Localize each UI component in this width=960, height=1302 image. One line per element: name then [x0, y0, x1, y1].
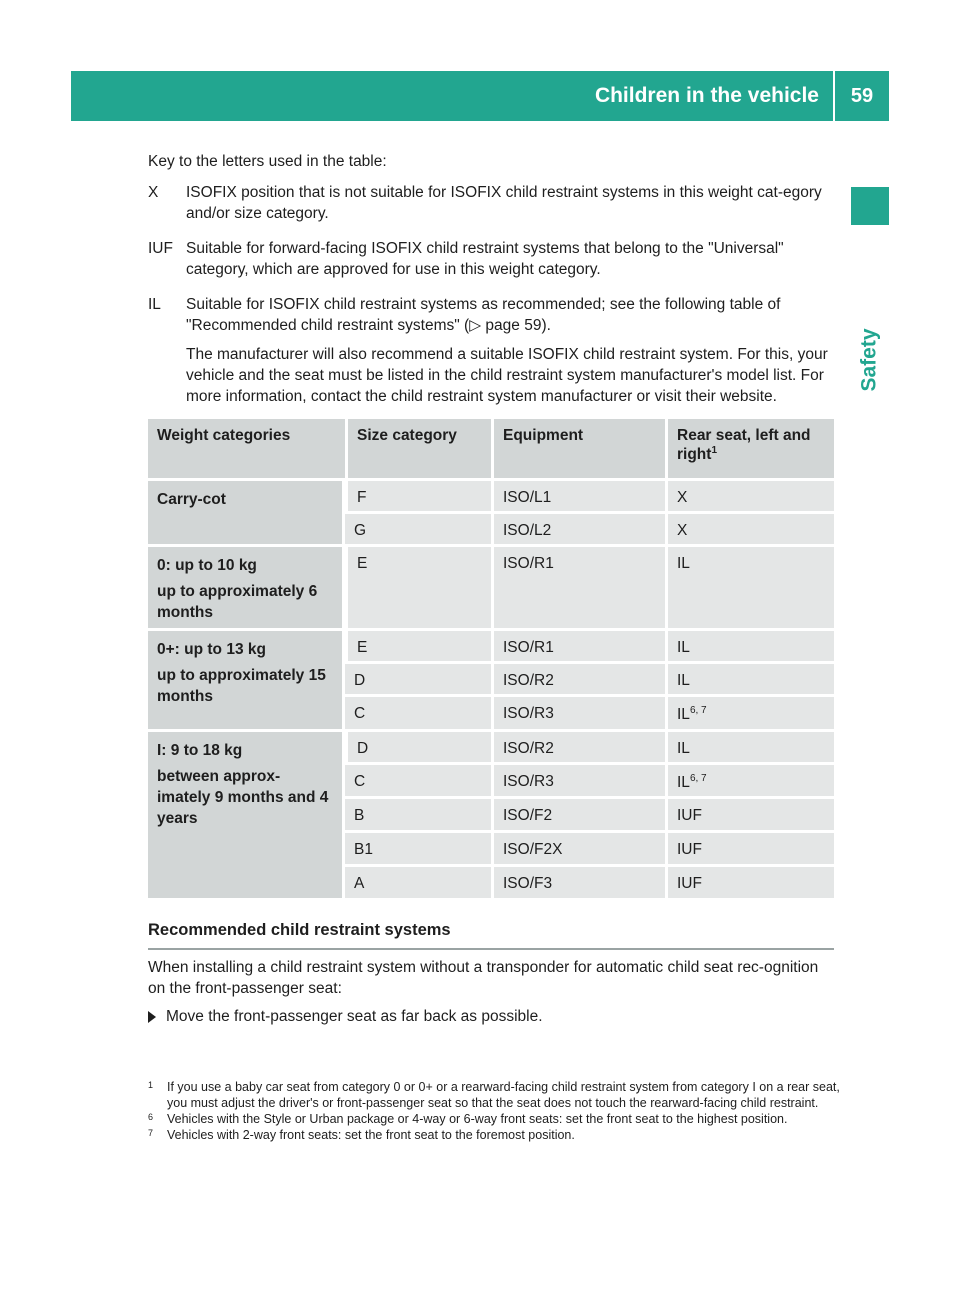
isofix-table — [148, 419, 834, 901]
equipment-cell: ISO/R1 — [491, 547, 665, 631]
col-equipment-header: Equipment — [491, 419, 665, 481]
key-description — [186, 238, 834, 288]
weight-category-cell — [148, 732, 345, 901]
key-letter: X — [148, 184, 159, 201]
equipment-cell: ISO/R3 — [491, 697, 665, 732]
section-tab-marker — [851, 187, 889, 225]
col-size-header: Size category — [345, 419, 491, 481]
size-cell: D — [345, 664, 491, 697]
rear-seat-cell: IL$^{6, 7}$ — [665, 697, 834, 732]
section-heading: Recommended child restraint systems — [148, 921, 834, 950]
size-cell: C — [345, 765, 491, 799]
rear-seat-cell: X — [665, 481, 834, 514]
section-body: When installing a child restraint system without a transponder for automatic child seat rec-ognition on the front-passenger seat: — [148, 959, 819, 997]
footnote-mark: 6 — [148, 1112, 154, 1122]
table-row — [148, 631, 834, 664]
table-header-row — [148, 419, 834, 481]
weight-category-line: between approx-imately 9 months and 4 years — [157, 768, 329, 827]
footnote — [148, 1079, 840, 1111]
size-cell: F — [345, 481, 491, 514]
key-paragraph: Suitable for forward-facing ISOFIX child restraint systems that belong to the "Universal" category, which are approved for use in this weight category. — [186, 240, 784, 278]
key-description — [186, 294, 834, 415]
weight-category-line: 0+: up to 13 kg — [157, 641, 266, 658]
footnotes — [148, 1079, 840, 1143]
key-item — [148, 238, 834, 288]
equipment-cell: ISO/F3 — [491, 867, 665, 901]
size-cell: E — [345, 547, 491, 631]
footnote — [148, 1111, 840, 1127]
footnote-text: Vehicles with 2-way front seats: set the front seat to the foremost position. — [167, 1128, 575, 1142]
key-paragraph: The manufacturer will also recommend a suitable ISOFIX child restraint system. For this, your vehicle and the seat must be listed in the child restraint system manufacturer's model list. For more information, contact the child restraint system manufacturer or visit their website. — [186, 346, 828, 405]
rear-seat-cell: IUF — [665, 867, 834, 901]
footnote-text: If you use a baby car seat from category 0 or 0+ or a rearward-facing child restraint system from category I on a rear seat, you must adjust the driver's or front-passenger seat so that the seat does not touch the rearward-facing child restraint. — [167, 1080, 840, 1110]
size-cell: C — [345, 697, 491, 732]
weight-category-line: 0: up to 10 kg — [157, 557, 257, 574]
instruction-step — [148, 1008, 543, 1026]
equipment-cell: ISO/R3 — [491, 765, 665, 799]
weight-category-line: up to approximately 15 months — [157, 667, 326, 705]
weight-category-line: Carry-cot — [157, 491, 226, 508]
key-letter: IL — [148, 296, 161, 313]
size-cell: B — [345, 799, 491, 833]
equipment-cell: ISO/R2 — [491, 664, 665, 697]
key-item — [148, 182, 834, 232]
arrow-right-icon — [148, 1011, 156, 1023]
equipment-cell: ISO/F2X — [491, 833, 665, 867]
weight-category-cell — [148, 631, 345, 732]
letter-key — [148, 151, 834, 421]
footnote — [148, 1127, 840, 1143]
size-cell: D — [345, 732, 491, 765]
key-intro: Key to the letters used in the table: — [148, 153, 387, 170]
rear-seat-cell: IL — [665, 631, 834, 664]
rear-seat-cell: X — [665, 514, 834, 547]
rear-seat-cell: IL — [665, 547, 834, 631]
footnote-mark: 7 — [148, 1128, 154, 1138]
rear-seat-cell: IL$^{6, 7}$ — [665, 765, 834, 799]
key-description — [186, 182, 834, 232]
key-item — [148, 294, 834, 415]
footnote-text: Vehicles with the Style or Urban package or 4-way or 6-way front seats: set the front seat to the highest position. — [167, 1112, 788, 1126]
rear-seat-cell: IUF — [665, 799, 834, 833]
rear-seat-cell: IL — [665, 732, 834, 765]
key-letter: IUF — [148, 240, 173, 257]
equipment-cell: ISO/R1 — [491, 631, 665, 664]
page-number: 59 — [850, 84, 874, 107]
chapter-title: Children in the vehicle — [594, 84, 819, 107]
rear-seat-cell: IL — [665, 664, 834, 697]
equipment-cell: ISO/F2 — [491, 799, 665, 833]
page-header — [71, 71, 889, 121]
table-row — [148, 732, 834, 765]
weight-category-cell — [148, 547, 345, 631]
table-row — [148, 481, 834, 514]
col-rear-seat-header: Rear seat, left and right$^1$ — [665, 419, 834, 481]
size-cell: G — [345, 514, 491, 547]
footnote-ref: 6, 7 — [689, 773, 707, 784]
size-cell: E — [345, 631, 491, 664]
col-weight-header: Weight categories — [148, 419, 345, 481]
size-cell: B1 — [345, 833, 491, 867]
key-paragraph: Suitable for ISOFIX child restraint systems as recommended; see the following table of "Recommended child restraint systems" (▷ page 59). — [186, 296, 781, 334]
weight-category-line: I: 9 to 18 kg — [157, 742, 243, 759]
equipment-cell: ISO/R2 — [491, 732, 665, 765]
key-paragraph: ISOFIX position that is not suitable for ISOFIX child restraint systems in this weight cat-egory and/or size category. — [186, 184, 822, 222]
table-row — [148, 547, 834, 631]
footnote-ref: 1 — [711, 445, 717, 456]
equipment-cell: ISO/L1 — [491, 481, 665, 514]
footnote-ref: 6, 7 — [689, 705, 707, 716]
size-cell: A — [345, 867, 491, 901]
instruction-text: Move the front-passenger seat as far back as possible. — [166, 1008, 543, 1025]
weight-category-cell — [148, 481, 345, 547]
equipment-cell: ISO/L2 — [491, 514, 665, 547]
footnote-mark: 1 — [148, 1080, 154, 1090]
rear-seat-cell: IUF — [665, 833, 834, 867]
section-tab-label: Safety — [858, 328, 881, 392]
weight-category-line: up to approximately 6 months — [157, 583, 318, 621]
